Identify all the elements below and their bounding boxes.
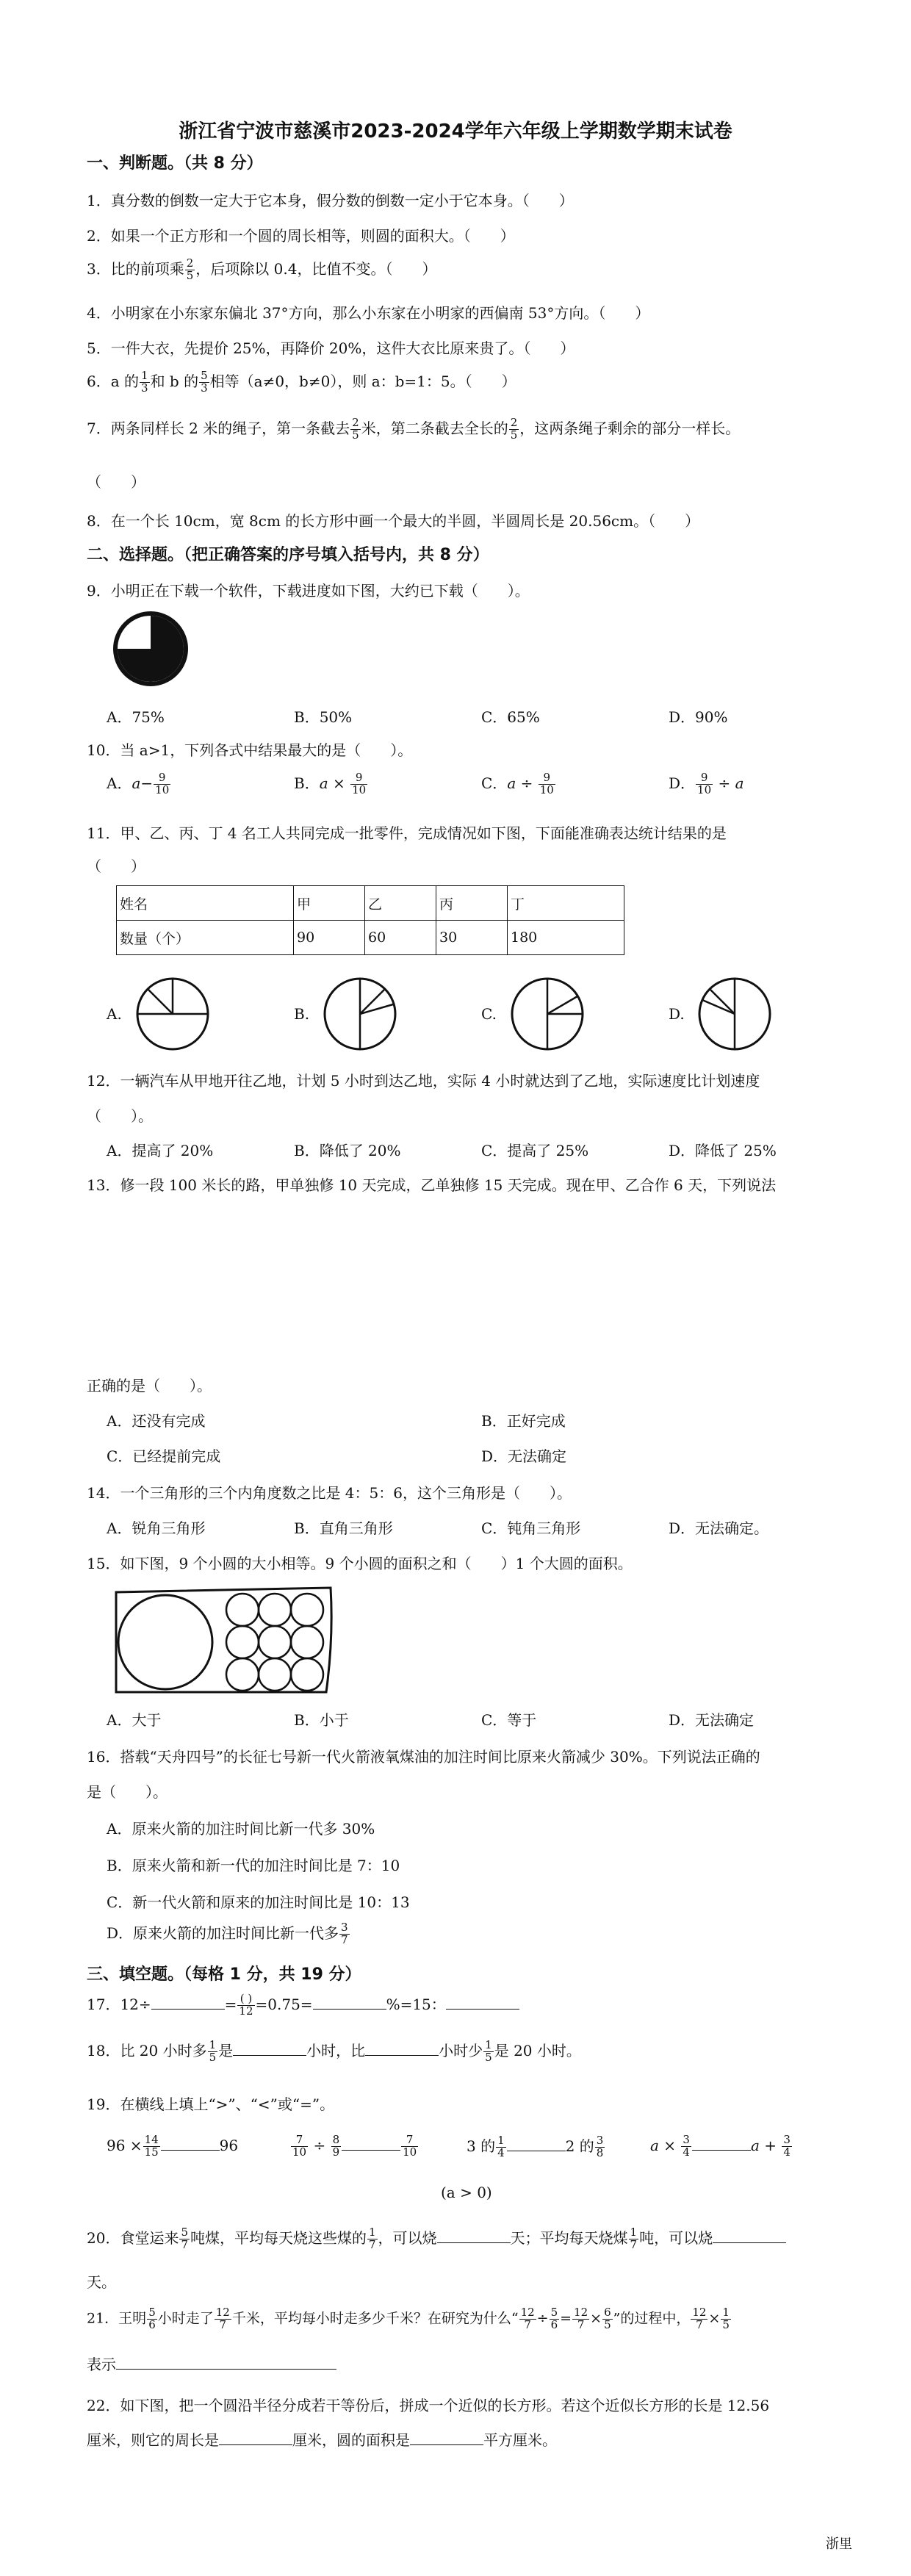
table-cell: 丙 (436, 886, 508, 921)
table-cell: 180 (508, 921, 624, 955)
question-16: 16．搭载“天舟四号”的长征七号新一代火箭液氧煤油的加注时间比原来火箭减少 30%。下列说法正确的 (87, 1748, 760, 1766)
q15-option-b: B．小于 (294, 1711, 349, 1729)
question-2: 2．如果一个正方形和一个圆的周长相等，则圆的面积大。（ ） (87, 227, 515, 245)
q12-option-b: B．降低了 20% (294, 1142, 401, 1159)
section-heading-3: 三、填空题。（每格 1 分，共 19 分） (87, 1965, 361, 1984)
question-22-line2: 厘米，则它的周长是 厘米，圆的面积是 平方厘米。 (87, 2431, 557, 2449)
q16-option-a: A．原来火箭的加注时间比新一代多 30% (107, 1820, 375, 1838)
q11-option-a: A. (107, 1005, 122, 1023)
answer-blank[interactable] (161, 2137, 220, 2151)
q9-option-d: D．90% (669, 708, 728, 726)
q9-option-b: B．50% (294, 708, 353, 726)
q13-option-b: B．正好完成 (481, 1412, 566, 1430)
answer-blank[interactable] (410, 2431, 483, 2445)
q15-option-a: A．大于 (107, 1711, 162, 1729)
page-footer: 浙里 (826, 2536, 852, 2552)
answer-blank[interactable] (365, 2042, 439, 2056)
question-4: 4．小明家在小东家东偏北 37°方向，那么小东家在小明家的西偏南 53°方向。（ ） (87, 304, 650, 322)
question-22: 22．如下图，把一个圆沿半径分成若干等份后，拼成一个近似的长方形。若这个近似长方形的长是 12.56 (87, 2397, 770, 2414)
question-1: 1．真分数的倒数一定大于它本身，假分数的倒数一定小于它本身。（ ） (87, 192, 574, 209)
answer-blank[interactable] (313, 1996, 386, 2010)
q11-data-table (116, 885, 624, 955)
question-21: 21．王明 $\frac{5}{6}$ 小时走了 $\frac{12}{7}$ 千米，平均每小时走多少千米？在研究为什么“ $\frac{12}{7}$ ÷ $\frac{5}{6}$ = $\frac{12}{7}$ × $\frac{6}{5}$ ”的过程中， $\frac{12}{7}$ × $\frac{1}{5}$ (87, 2306, 730, 2331)
q15-option-d: D．无法确定 (669, 1711, 755, 1729)
q19-condition: (a > 0) (441, 2184, 492, 2201)
q13-option-a: A．还没有完成 (107, 1412, 206, 1430)
q19-expr-2: $\frac{7}{10}$ ÷ $\frac{8}{9}$ $\frac{7}{10}$ (292, 2133, 417, 2159)
question-7: 7．两条同样长 2 米的绳子，第一条截去 $\frac{2}{5}$ 米，第二条截去全长的 $\frac{2}{5}$ ，这两条绳子剩余的部分一样长。 (87, 416, 741, 442)
answer-blank[interactable] (116, 2356, 336, 2370)
q11-option-b: B. (294, 1005, 310, 1023)
progress-circle-figure (110, 608, 191, 689)
question-11-line2: （ ） (87, 857, 145, 875)
answer-blank[interactable] (437, 2229, 511, 2243)
question-20-line2: 天。 (87, 2273, 116, 2291)
answer-blank[interactable] (151, 1996, 225, 2010)
answer-blank[interactable] (219, 2431, 292, 2445)
q16-option-d: D．原来火箭的加注时间比新一代多 $\frac{3}{7}$ (107, 1921, 348, 1946)
question-6: 6．a 的 $\frac{1}{3}$ 和 b 的 $\frac{5}{3}$ 相等（a≠0，b≠0），则 a：b=1：5。（ ） (87, 369, 516, 395)
table-cell: 丁 (508, 886, 624, 921)
q10-option-a: A．a− $\frac{9}{10}$ (107, 771, 170, 796)
answer-blank[interactable] (446, 1996, 519, 2010)
fraction: $\frac{2}{5}$ (186, 256, 194, 282)
answer-blank[interactable] (233, 2042, 306, 2056)
q14-option-c: C．钝角三角形 (481, 1519, 581, 1537)
section-heading-1: 一、判断题。（共 8 分） (87, 154, 263, 173)
question-16-line2: 是（ ）。 (87, 1783, 168, 1801)
q14-option-d: D．无法确定。 (669, 1519, 769, 1537)
circles-figure (110, 1583, 338, 1697)
question-20: 20．食堂运来 $\frac{5}{7}$ 吨煤，平均每天烧这些煤的 $\frac{1}{7}$ ，可以烧 天；平均每天烧煤 $\frac{1}{7}$ 吨，可以烧 (87, 2226, 786, 2251)
pie-option-c (507, 974, 588, 1054)
table-row (117, 921, 624, 955)
section-heading-2: 二、选择题。（把正确答案的序号填入括号内，共 8 分） (87, 546, 489, 564)
question-10: 10．当 a>1，下列各式中结果最大的是（ ）。 (87, 741, 413, 759)
q13-option-d: D．无法确定 (481, 1447, 567, 1465)
q11-option-c: C. (481, 1005, 497, 1023)
question-9: 9．小明正在下载一个软件，下载进度如下图，大约已下载（ ）。 (87, 582, 530, 600)
table-cell: 甲 (294, 886, 365, 921)
q16-option-c: C．新一代火箭和原来的加注时间比是 10：13 (107, 1893, 410, 1911)
q14-option-b: B．直角三角形 (294, 1519, 393, 1537)
question-7-line2: （ ） (87, 473, 145, 491)
question-19: 19．在横线上填上“>”、“<”或“=”。 (87, 2095, 335, 2113)
q12-option-d: D．降低了 25% (669, 1142, 777, 1159)
answer-blank[interactable] (507, 2137, 566, 2151)
pie-option-a (132, 974, 213, 1054)
q13-option-c: C．已经提前完成 (107, 1447, 221, 1465)
question-5: 5．一件大衣，先提价 25%，再降价 20%，这件大衣比原来贵了。（ ） (87, 339, 575, 357)
q11-option-d: D. (669, 1005, 685, 1023)
question-12-line2: （ ）。 (87, 1107, 153, 1125)
table-cell: 90 (294, 921, 365, 955)
q16-option-b: B．原来火箭和新一代的加注时间比是 7：10 (107, 1857, 400, 1874)
table-cell: 30 (436, 921, 508, 955)
pie-option-d (694, 974, 775, 1054)
table-cell: 60 (365, 921, 436, 955)
answer-blank[interactable] (692, 2137, 751, 2151)
question-15: 15．如下图，9 个小圆的大小相等。9 个小圆的面积之和（ ）1 个大圆的面积。 (87, 1555, 633, 1572)
q14-option-a: A．锐角三角形 (107, 1519, 206, 1537)
q10-option-d: D． $\frac{9}{10}$ ÷ a (669, 771, 744, 796)
question-12: 12．一辆汽车从甲地开往乙地，计划 5 小时到达乙地，实际 4 小时就达到了乙地，实际速度比计划速度 (87, 1072, 760, 1090)
answer-blank[interactable] (342, 2137, 400, 2151)
question-13-line2: 正确的是（ ）。 (87, 1377, 212, 1395)
q19-expr-1: 96 × $\frac{14}{15}$ 96 (107, 2133, 239, 2159)
question-17: 17．12÷ = $\frac{( )}{12}$ =0.75= %=15： (87, 1993, 519, 2018)
q12-option-c: C．提高了 25% (481, 1142, 589, 1159)
question-11: 11．甲、乙、丙、丁 4 名工人共同完成一批零件，完成情况如下图，下面能准确表达统计结果的是 (87, 824, 727, 842)
table-cell: 姓名 (117, 886, 294, 921)
q15-option-c: C．等于 (481, 1711, 537, 1729)
question-14: 14．一个三角形的三个内角度数之比是 4：5：6，这个三角形是（ ）。 (87, 1484, 572, 1502)
q9-option-c: C．65% (481, 708, 540, 726)
q19-expr-3: 3 的 $\frac{1}{4}$ 2 的 $\frac{3}{8}$ (467, 2134, 604, 2159)
answer-blank[interactable] (713, 2229, 786, 2243)
page-title: 浙江省宁波市慈溪市2023-2024学年六年级上学期数学期末试卷 (179, 120, 732, 143)
question-8: 8．在一个长 10cm，宽 8cm 的长方形中画一个最大的半圆，半圆周长是 20.56cm。（ ） (87, 512, 700, 530)
q12-option-a: A．提高了 20% (107, 1142, 214, 1159)
question-18: 18．比 20 小时多 $\frac{1}{5}$ 是 小时，比 小时少 $\frac{1}{5}$ 是 20 小时。 (87, 2038, 581, 2064)
q9-option-a: A．75% (107, 708, 165, 726)
question-13: 13．修一段 100 米长的路，甲单独修 10 天完成，乙单独修 15 天完成。现在甲、乙合作 6 天，下列说法 (87, 1176, 777, 1194)
question-21-line2: 表示 (87, 2353, 336, 2374)
table-cell: 数量（个） (117, 921, 294, 955)
table-row (117, 886, 624, 921)
q10-option-c: C．a ÷ $\frac{9}{10}$ (481, 771, 554, 796)
q19-expr-4: a × $\frac{3}{4}$ a + $\frac{3}{4}$ (650, 2133, 791, 2159)
pie-option-b (320, 974, 400, 1054)
question-3: 3．比的前项乘 $\frac{2}{5}$ ，后项除以 0.4，比值不变。（ ） (87, 256, 437, 282)
q10-option-b: B．a × $\frac{9}{10}$ (294, 771, 367, 796)
table-cell: 乙 (365, 886, 436, 921)
